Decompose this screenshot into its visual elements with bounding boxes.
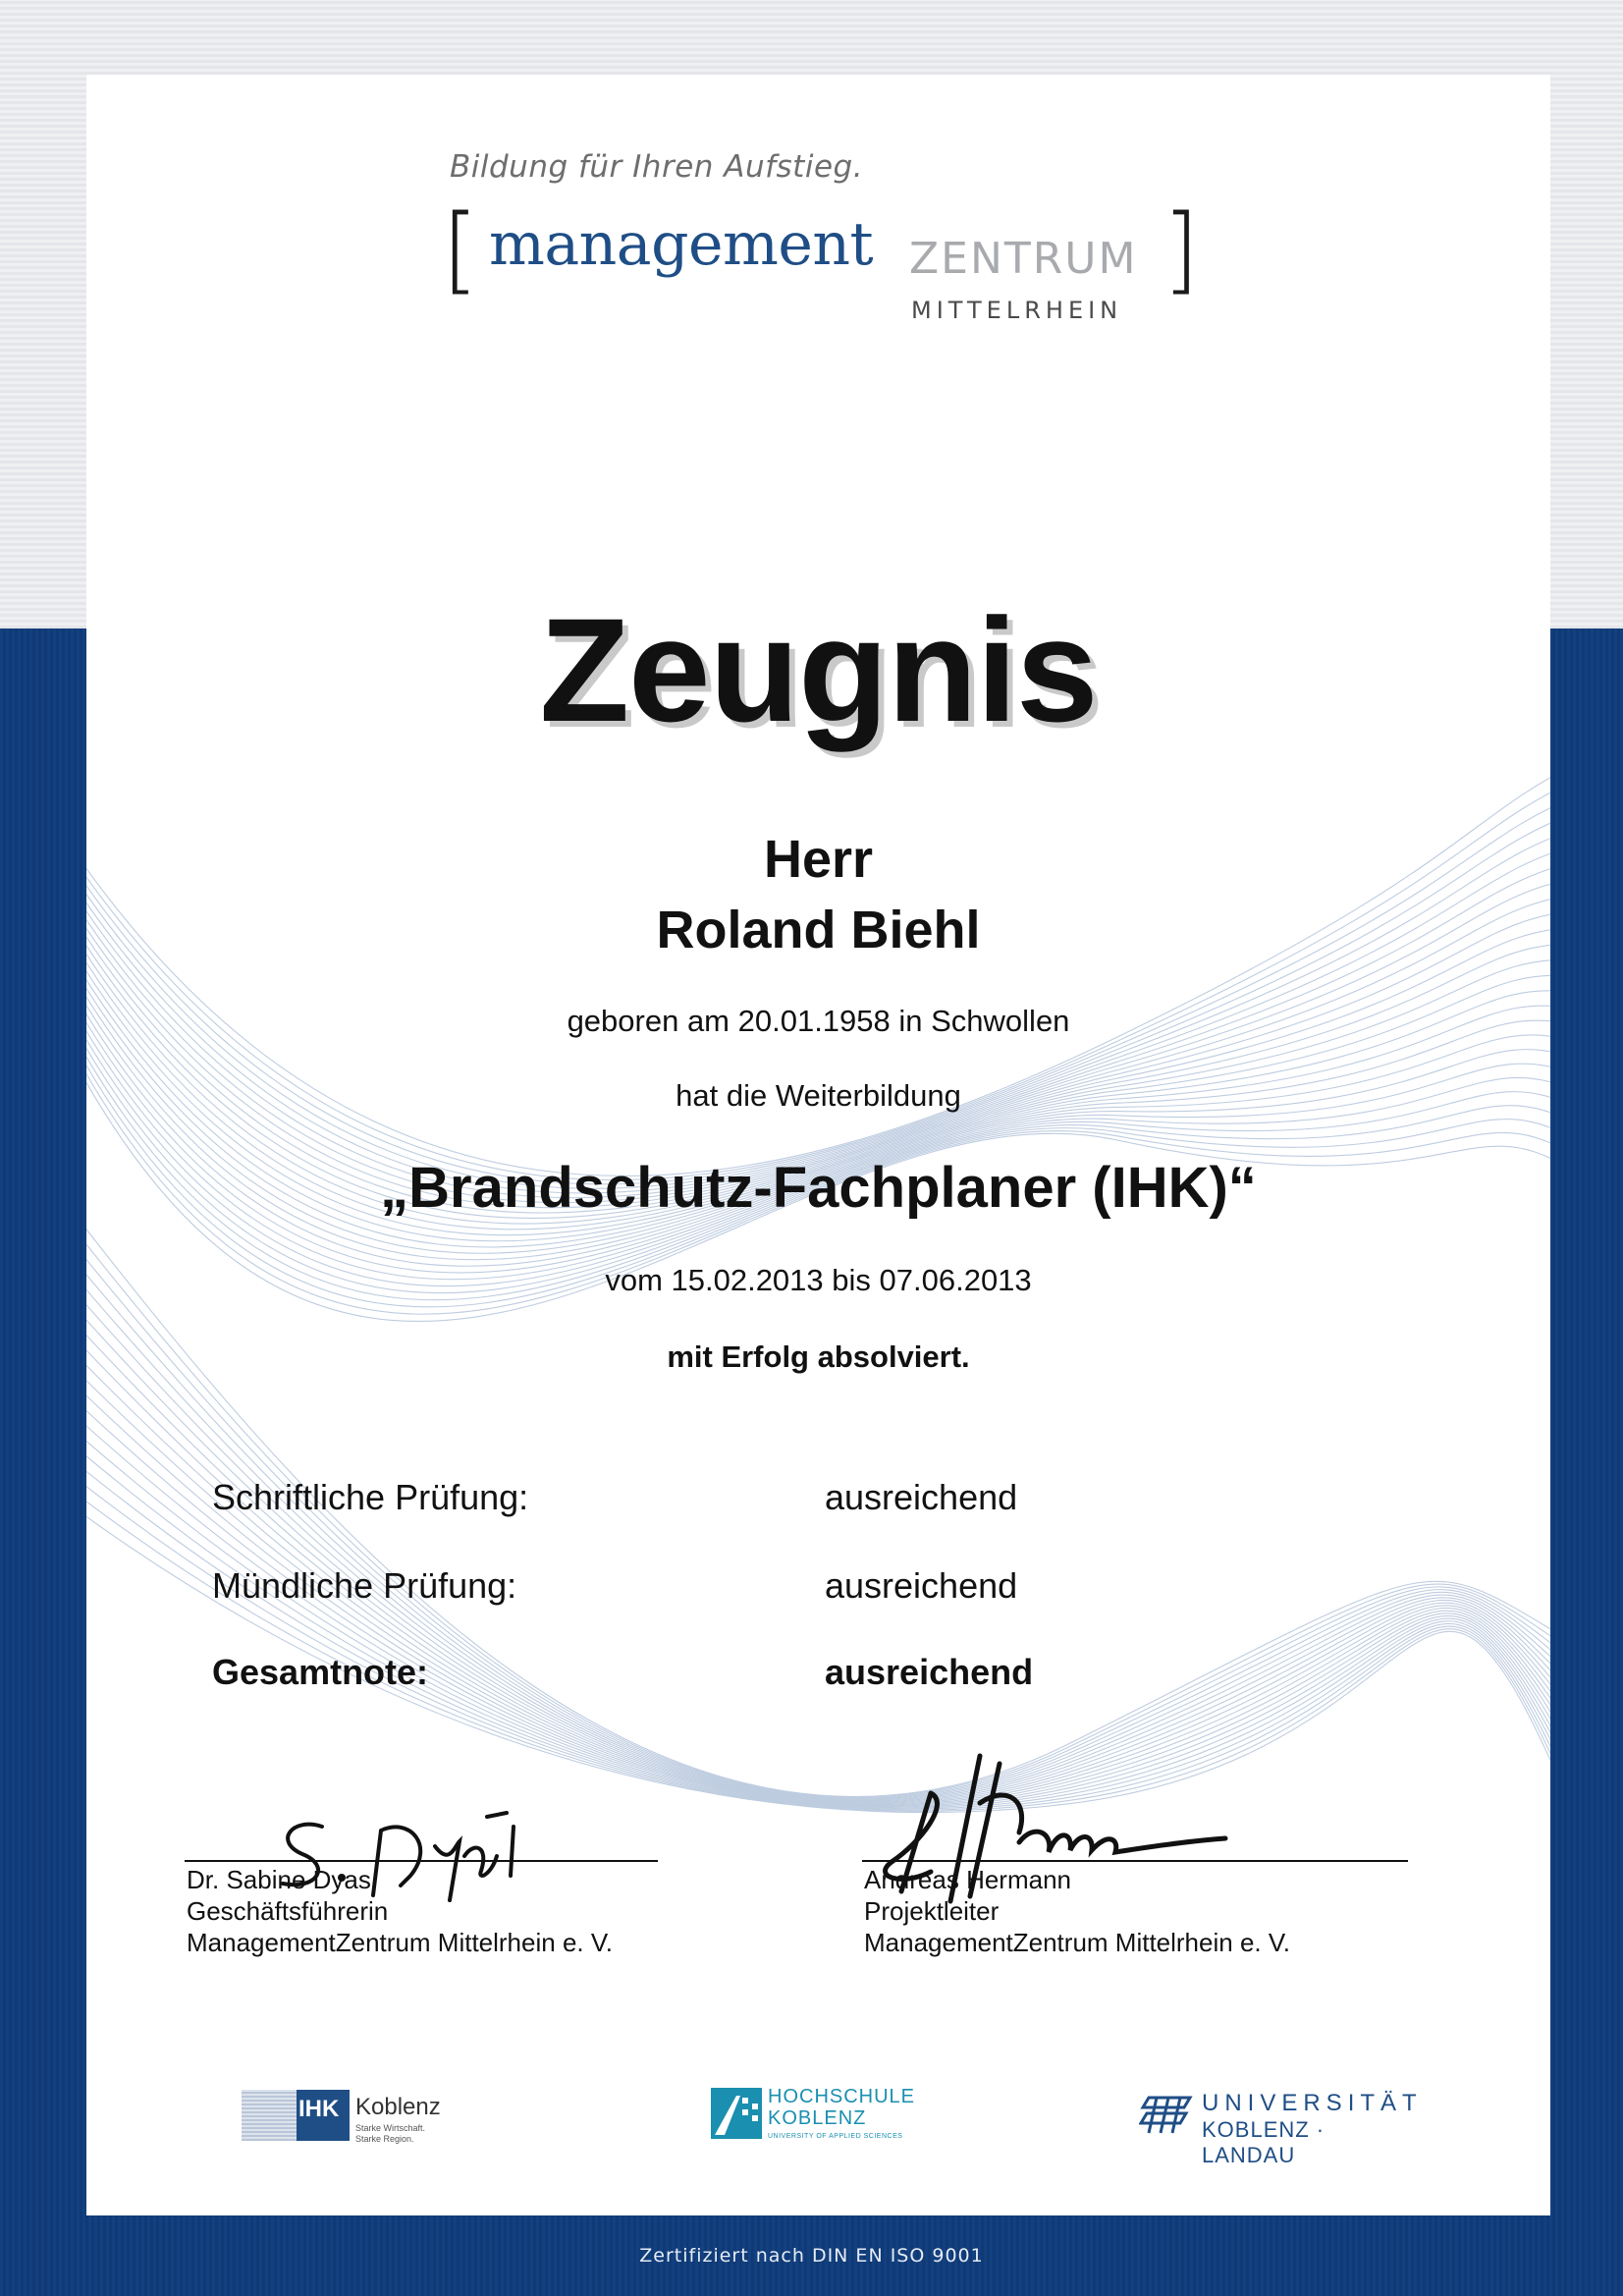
hochschule-emblem-icon xyxy=(711,2088,762,2139)
course-title: „Brandschutz-Fachplaner (IHK)“ xyxy=(380,1156,1257,1220)
course-period: vom 15.02.2013 bis 07.06.2013 xyxy=(605,1263,1032,1297)
intro-line: hat die Weiterbildung xyxy=(676,1078,961,1113)
ihk-badge: IHK xyxy=(298,2096,340,2122)
logo-bracket-right: ] xyxy=(1163,194,1200,304)
universitaet-line-1: UNIVERSITÄT xyxy=(1202,2090,1423,2116)
logo-bracket-left: [ xyxy=(442,194,479,304)
birth-line: geboren am 20.01.1958 in Schwollen xyxy=(567,1004,1070,1038)
grade-label-written: Schriftliche Prüfung: xyxy=(212,1477,529,1517)
recipient-name: Roland Biehl xyxy=(656,901,981,959)
ihk-koblenz-logo xyxy=(242,2088,448,2145)
grade-value-oral: ausreichend xyxy=(825,1565,1018,1606)
signatory-left-org: ManagementZentrum Mittelrhein e. V. xyxy=(187,1928,614,1957)
grade-value-total: ausreichend xyxy=(825,1652,1034,1692)
footer-certification: Zertifiziert nach DIN EN ISO 9001 xyxy=(639,2245,984,2267)
signature-line-left xyxy=(185,1860,658,1862)
universitaet-line-2: KOBLENZ · LANDAU xyxy=(1202,2117,1325,2167)
hochschule-line-2: KOBLENZ xyxy=(768,2107,867,2129)
hochschule-line-3: UNIVERSITY OF APPLIED SCIENCES xyxy=(768,2133,903,2140)
slogan: Bildung für Ihren Aufstieg. xyxy=(450,149,864,185)
hochschule-koblenz-logo xyxy=(711,2084,937,2147)
certificate-title: Zeugnis xyxy=(539,587,1098,752)
ihk-tagline-1: Starke Wirtschaft. xyxy=(355,2123,426,2133)
logo-wordmark: management xyxy=(489,210,874,279)
recipient-salutation: Herr xyxy=(763,830,874,889)
signatory-left-name: Dr. Sabine Dyas xyxy=(187,1865,371,1894)
grade-value-written: ausreichend xyxy=(825,1477,1018,1517)
grade-label-total: Gesamtnote: xyxy=(212,1652,429,1692)
hochschule-line-1: HOCHSCHULE xyxy=(768,2086,916,2107)
signatory-right-org: ManagementZentrum Mittelrhein e. V. xyxy=(864,1928,1291,1957)
universitaet-koblenz-landau-logo xyxy=(1139,2084,1424,2167)
logo-mittelrhein: MITTELRHEIN xyxy=(911,297,1123,324)
universitaet-emblem-icon xyxy=(1139,2094,1194,2137)
ihk-pattern-icon xyxy=(242,2090,297,2141)
ihk-tagline-2: Starke Region. xyxy=(355,2134,414,2144)
signatory-left-role: Geschäftsführerin xyxy=(187,1896,389,1926)
ihk-city: Koblenz xyxy=(355,2094,441,2120)
signatory-right-name: Andreas Hermann xyxy=(864,1865,1071,1894)
logo-zentrum: ZENTRUM xyxy=(909,234,1138,284)
result-line: mit Erfolg absolviert. xyxy=(667,1339,970,1374)
grade-label-oral: Mündliche Prüfung: xyxy=(212,1565,517,1606)
certificate-sheet xyxy=(86,75,1550,2215)
signature-line-right xyxy=(862,1860,1408,1862)
signatory-right-role: Projektleiter xyxy=(864,1896,1000,1926)
